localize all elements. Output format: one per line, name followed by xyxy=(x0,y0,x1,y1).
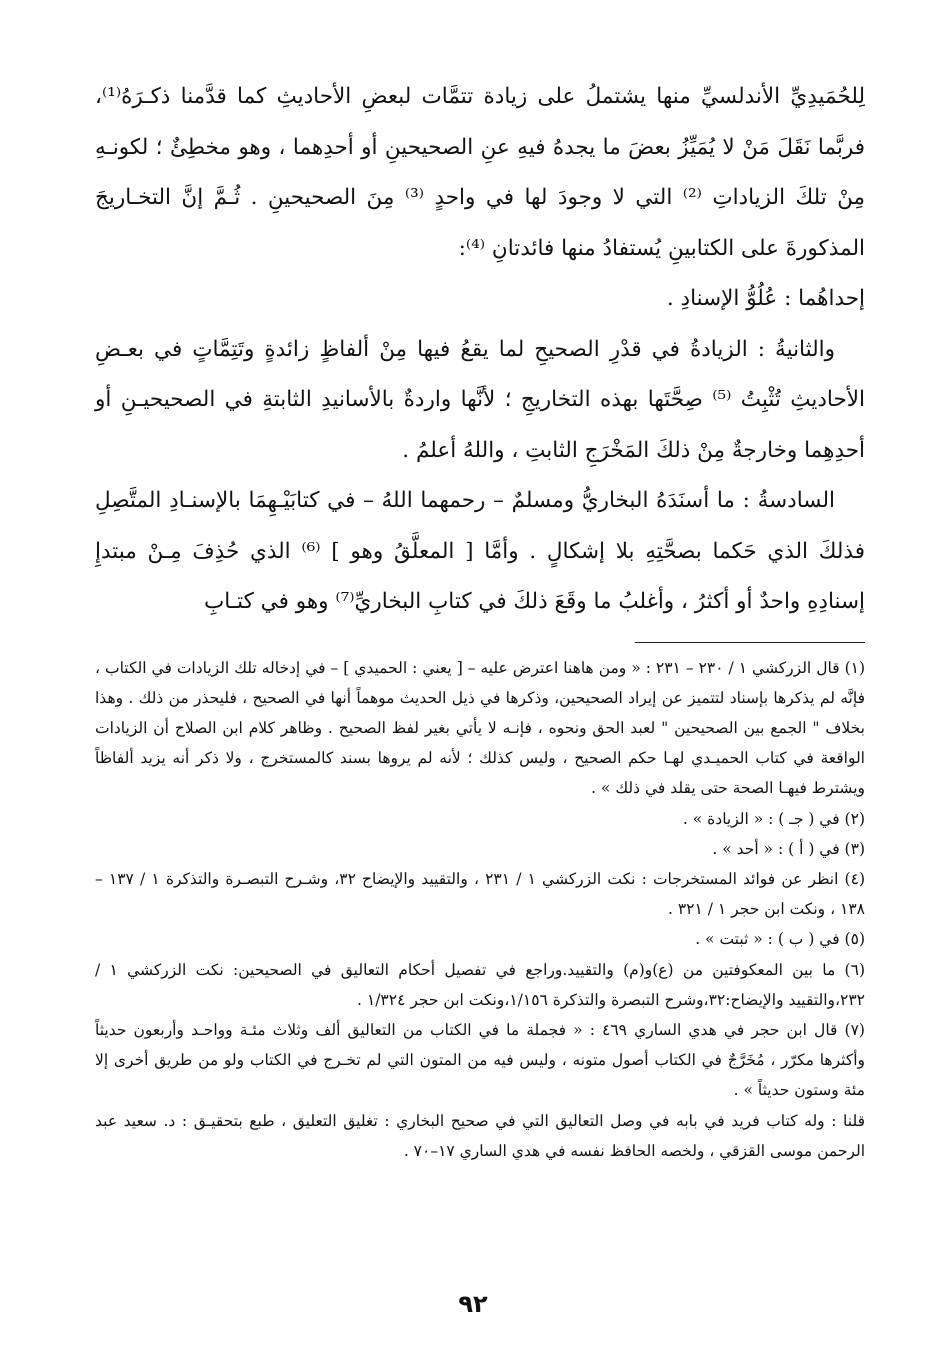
footnote: (٥) في ( ب ) : « ثبتت » . xyxy=(695,930,865,949)
document-page xyxy=(95,72,865,1166)
footnotes xyxy=(95,653,865,1166)
footnote: (٦) ما بين المعكوفتين من (ع)و(م) والتقييد.وراجع في تفصيل أحكام التعاليق في الصحيحين: نكت الزركشي ١ / ٢٣٢،والتقييد والإيضاح:٣٢،وشرح التبصرة والتذكرة ١/١٥٦،ونكت ابن حجر ١/٣٢٤ . xyxy=(95,960,865,1009)
footnote: (٤) انظر عن فوائد المستخرجات : نكت الزركشي ١ / ٢٣١ ، والتقييد والإيضاح ٣٢، وشـرح التبصـرة والتذكرة ١ / ١٣٧ – ١٣٨ ، ونكت ابن حجر ١ / ٣٢١ . xyxy=(95,869,865,919)
body-paragraph: السادسةُ : ما أسنَدَهُ البخاريُّ ومسلمٌ – رحمهما اللهُ – في كتابَيْـهِمَا بالإسنـادِ المتَّصِلِ فذلكَ الذي حَكما بصحَّتِهِ بلا إشكالٍ . وأمَّا [ المعلَّقُ وهو ] ⁽⁶⁾ الذي حُذِفَ مِـنْ مبتدإِ إسنادِهِ واحدٌ أو أكثرُ ، وأغلبُ ما وقَعَ ذلكَ في كتابِ البخاريِّ⁽⁷⁾ وهو في كتـابِ xyxy=(95,488,865,614)
footnote: (٢) في ( جـ ) : « الزيادة » . xyxy=(682,809,865,828)
footnote-continuation: قلنا : وله كتاب فريد في بابه في وصل التعاليق التي في صحيح البخاري : تغليق التعليق ، طبع بتحقيـق : د. سعيد عبد الرحمن موسى القزقي ، ولخصه الحافظ نفسه في هدي الساري ١٧–٧٠ . xyxy=(95,1111,865,1160)
page-number: ٩٢ xyxy=(458,1290,488,1318)
footnote: (١) قال الزركشي ١ / ٢٣٠ – ٢٣١ : « ومن هاهنا اعترض عليه – [ يعني : الحميدي ] – في إدخاله تلك الزيادات في الكتاب ، فإنَّه لم يذكرها بإسناد لتتميز عن إيراد الصحيحين، وذكرها في ذيل الحديث موهماً أنها في الصحيح ، فليحذر من ذلك . وهذا بخلاف " الجمع بين الصحيحين " لعبد الحق ونحوه ، فإنـه لا يأتي بغير لفظ الصحيح . وظاهر كلام ابن الصلاح أن الزيادات الواقعة في كتاب الحميـدي لهـا حكم الصحيح ، وليس كذلك ؛ لأنه لم يروها بسند كالمستخرج ، ولا ذكر أنه يزيد ألفاظاً ويشترط فيهـا الصحة حتى يقلد في ذلك » . xyxy=(95,658,866,798)
body-paragraph: لِلحُمَيدِيِّ الأندلسيِّ منها يشتملُ على زيادة تتمَّات لبعضِ الأحاديثِ كما قدَّمنا ذكـرَهُ⁽¹⁾، فربَّما نَقَلَ مَنْ لا يُمَيِّزُ بعضَ ما يجدهُ فيهِ عنِ الصحيحينِ أو أحدِهما ، وهو مخطِئٌ ؛ لكونـهِ مِنْ تلكَ الزياداتِ ⁽²⁾ التي لا وجودَ لها في واحدٍ ⁽³⁾ مِنَ الصحيحينِ . ثُـمَّ إنَّ التخـاريجَ المذكورةَ على الكتابينِ يُستفادُ منها فائدتانِ ⁽⁴⁾: xyxy=(95,84,866,261)
body-paragraph: والثانيةُ : الزيادةُ في قدْرِ الصحيحِ لما يقعُ فيها مِنْ ألفاظٍ زائدةٍ وتَتِمَّاتٍ في بعـضِ الأحاديثِ تُثْبِتُ ⁽⁵⁾ صِحَّتَها بهذه التخاريجِ ؛ لأنَّها واردةٌ بالأسانيدِ الثابتةِ في الصحيحيـنِ أو أحدِهِما وخارجةٌ مِنْ ذلكَ المَخْرَجِ الثابتِ ، واللهُ أعلمُ . xyxy=(95,336,865,463)
body-paragraph: إحداهُما : عُلُوُّ الإسنادِ . xyxy=(666,286,865,311)
footnote: (٣) في ( أ ) : « أحد » . xyxy=(712,839,865,858)
footnote: (٧) قال ابن حجر في هدي الساري ٤٦٩ : « فجملة ما في الكتاب من التعاليق ألف وثلاث مئـة وواحـد وأربعون حديثاً وأكثرها مكرّر ، مُخَرَّجٌ في الكتاب أصول متونه ، وليس فيه من المتون التي لم تخـرج في الكتاب ولو من طريق أخرى إلا مئة وستون حديثاً » . xyxy=(95,1020,865,1100)
footnote-separator xyxy=(635,642,865,643)
main-text xyxy=(95,72,865,628)
